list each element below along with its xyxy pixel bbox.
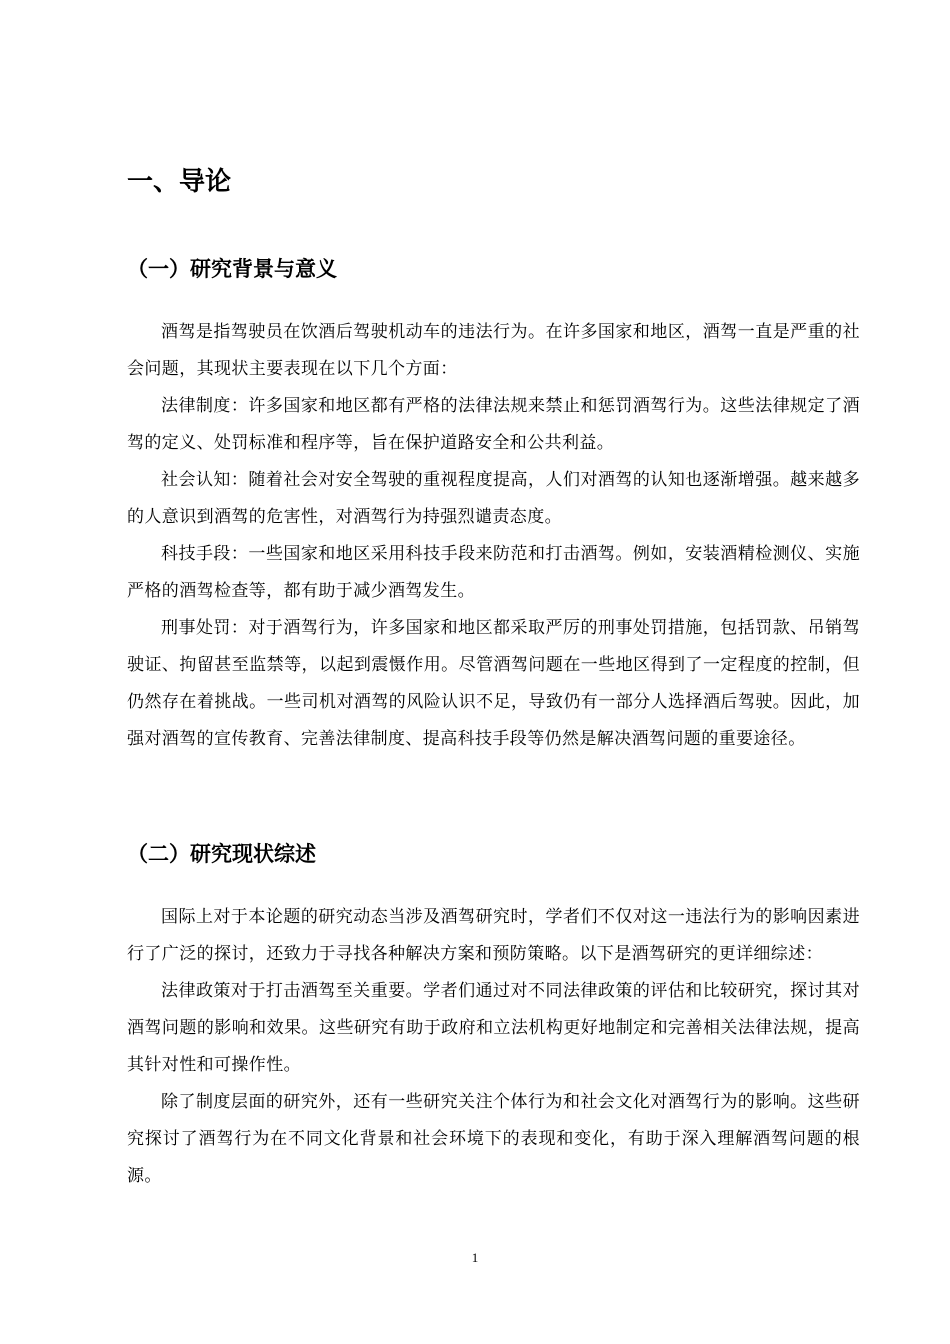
page-number: 1 <box>471 1250 479 1265</box>
paragraph: 酒驾是指驾驶员在饮酒后驾驶机动车的违法行为。在许多国家和地区，酒驾一直是严重的社会问题，其现状主要表现在以下几个方面： <box>127 322 860 379</box>
paragraph: 法律政策对于打击酒驾至关重要。学者们通过对不同法律政策的评估和比较研究，探讨其对酒驾问题的影响和效果。这些研究有助于政府和立法机构更好地制定和完善相关法律法规，提高其针对性和可操作性。 <box>127 981 860 1075</box>
chapter-title: 一、导论 <box>127 167 232 197</box>
paragraph: 国际上对于本论题的研究动态当涉及酒驾研究时，学者们不仅对这一违法行为的影响因素进行了广泛的探讨，还致力于寻找各种解决方案和预防策略。以下是酒驾研究的更详细综述： <box>127 907 860 964</box>
paragraph: 科技手段：一些国家和地区采用科技手段来防范和打击酒驾。例如，安装酒精检测仪、实施严格的酒驾检查等，都有助于减少酒驾发生。 <box>127 544 860 601</box>
section-heading-review: （二）研究现状综述 <box>127 842 316 866</box>
section-body-review <box>127 899 860 1195</box>
section-body-background <box>127 314 860 758</box>
paragraph: 法律制度：许多国家和地区都有严格的法律法规来禁止和惩罚酒驾行为。这些法律规定了酒驾的定义、处罚标准和程序等，旨在保护道路安全和公共利益。 <box>127 396 860 453</box>
paragraph: 刑事处罚：对于酒驾行为，许多国家和地区都采取严厉的刑事处罚措施，包括罚款、吊销驾驶证、拘留甚至监禁等，以起到震慑作用。尽管酒驾问题在一些地区得到了一定程度的控制，但仍然存在着挑战。一些司机对酒驾的风险认识不足，导致仍有一部分人选择酒后驾驶。因此，加强对酒驾的宣传教育、完善法律制度、提高科技手段等仍然是解决酒驾问题的重要途径。 <box>127 618 860 749</box>
section-heading-background: （一）研究背景与意义 <box>127 257 337 281</box>
paragraph: 除了制度层面的研究外，还有一些研究关注个体行为和社会文化对酒驾行为的影响。这些研究探讨了酒驾行为在不同文化背景和社会环境下的表现和变化，有助于深入理解酒驾问题的根源。 <box>127 1092 860 1186</box>
paragraph: 社会认知：随着社会对安全驾驶的重视程度提高，人们对酒驾的认知也逐渐增强。越来越多的人意识到酒驾的危害性，对酒驾行为持强烈谴责态度。 <box>127 470 860 527</box>
